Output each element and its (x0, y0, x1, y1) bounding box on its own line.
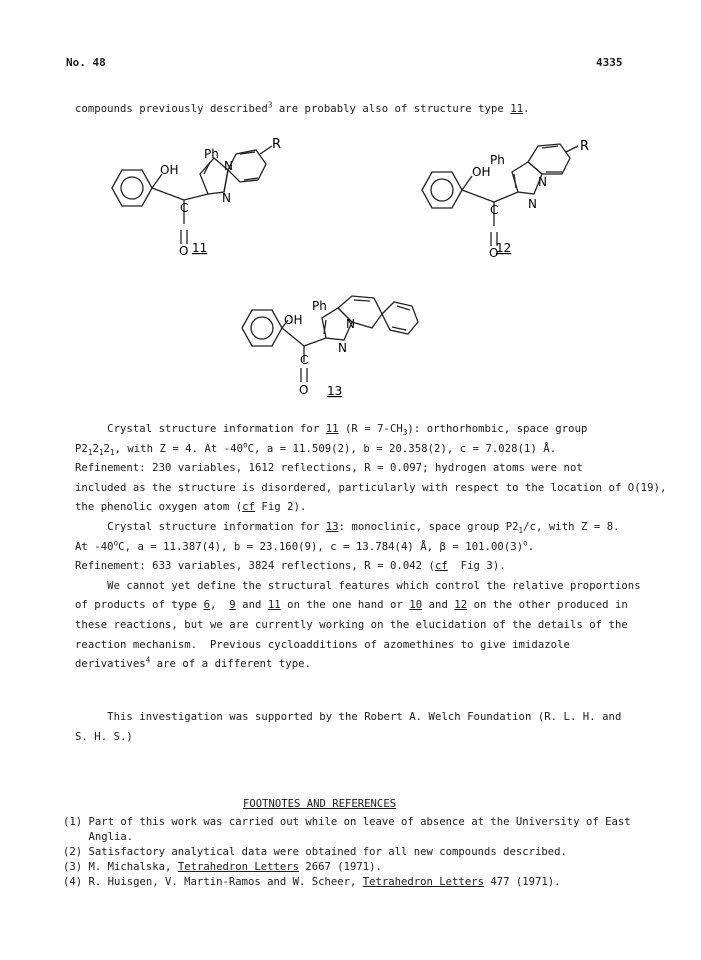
body-text (75, 420, 666, 675)
s12-c: C (490, 203, 499, 217)
text: and (422, 599, 455, 612)
intro-compound-number: 11 (510, 103, 524, 115)
s13-n2: N (338, 341, 347, 355)
s13-label: 13 (327, 384, 343, 398)
text: and (235, 599, 268, 612)
superscript: o (113, 538, 119, 548)
ack-line-1: This investigation was supported by the Robert A. Welch Foundation (R. L. H. and (75, 711, 622, 723)
s13-o: O (299, 383, 309, 397)
text: 477 (1971). (483, 876, 561, 888)
acknowledgement (75, 708, 621, 747)
text: 2667 (1971). (299, 861, 382, 873)
footnote-1a: (1) Part of this work was carried out while on leave of absence at the University of East (63, 816, 631, 828)
compound-ref: 12 (454, 599, 468, 612)
text: of products of type (75, 599, 204, 612)
text: (4) R. Huisgen, V. Martin-Ramos and W. Scheer, (63, 876, 363, 888)
body-line-2 (75, 440, 666, 460)
text: At -40 (75, 540, 114, 553)
compound-ref: 10 (409, 599, 423, 612)
page-header-left: No. 48 (66, 56, 106, 69)
intro-line (75, 100, 530, 120)
s13-oh: OH (284, 313, 303, 327)
compound-ref: 11 (325, 423, 339, 435)
s13-c: C (300, 353, 309, 367)
s12-oh: OH (472, 165, 491, 179)
body-line-6 (75, 518, 666, 538)
body-line-8 (75, 557, 666, 577)
s13-n1: N (346, 317, 355, 331)
footnotes-list (63, 815, 631, 890)
text: Crystal structure information for (75, 520, 326, 533)
text: derivatives (75, 658, 146, 671)
text: P2 (75, 442, 88, 455)
s12-n1: N (538, 175, 547, 189)
structure-12-diagram (410, 130, 610, 260)
text: , with Z = 4. At -40 (114, 442, 244, 455)
compound-ref: 9 (229, 599, 236, 612)
footnote-2: (2) Satisfactory analytical data were obtained for all new compounds described. (63, 846, 567, 858)
page-number: 4335 (596, 56, 623, 69)
journal-name: Tetrahedron Letters (362, 876, 484, 888)
text: 2 (103, 442, 110, 455)
text: /c, with Z = 8. (523, 520, 620, 533)
cf-ref: cf (434, 560, 448, 573)
body-line-9: We cannot yet define the structural features which control the relative proportions (75, 579, 641, 592)
s12-label: 12 (496, 241, 512, 255)
body-line-5 (75, 498, 666, 518)
subscript: 3 (402, 428, 408, 438)
text: are of a different type. (150, 658, 311, 671)
body-line-1 (75, 420, 666, 440)
text: Fig 2). (255, 501, 307, 514)
text: 2 (92, 442, 99, 455)
body-line-13 (75, 655, 666, 675)
text: . (527, 540, 535, 553)
s11-ph: Ph (204, 147, 219, 161)
superscript: o (523, 538, 528, 548)
subscript: 1 (109, 447, 115, 457)
body-line-7 (75, 538, 666, 558)
intro-text-middle: are probably also of structure type (272, 103, 511, 115)
body-line-10 (75, 596, 666, 616)
text: on the other produced in (467, 599, 628, 612)
s11-r: R (272, 137, 282, 152)
text: , (210, 599, 230, 612)
cf-ref: cf (242, 501, 255, 514)
text: (3) M. Michalska, (63, 861, 178, 873)
text: : monoclinic, space group P2 (338, 520, 519, 533)
text: C, a = 11.509(2), b = 20.358(2), c = 7.028(1) Å. (247, 442, 557, 455)
intro-end: . (523, 103, 530, 115)
structure-13-diagram (230, 288, 450, 418)
structure-11-diagram (100, 130, 290, 260)
s12-r: R (580, 139, 590, 154)
intro-reference: 3 (267, 100, 273, 110)
body-line-11: these reactions, but we are currently working on the elucidation of the details of the (75, 618, 628, 631)
s11-oh: OH (160, 163, 179, 177)
text: (R = 7-CH (338, 423, 403, 435)
subscript: 1 (98, 447, 104, 457)
footnote-4 (63, 875, 631, 890)
s12-n2: N (528, 197, 537, 211)
superscript: o (243, 440, 248, 450)
superscript: 4 (145, 655, 151, 665)
s11-c: C (180, 201, 189, 215)
text: C, a = 11.387(4), b = 23.160(9), c = 13.784(4) Å, β = 101.00(3) (118, 540, 524, 553)
s12-ph: Ph (490, 153, 505, 167)
compound-ref: 13 (325, 520, 339, 533)
s11-o: O (179, 244, 189, 258)
journal-name: Tetrahedron Letters (177, 861, 299, 873)
compound-ref: 6 (203, 599, 210, 612)
s11-n1: N (224, 159, 233, 173)
footnote-1b: Anglia. (63, 831, 134, 843)
text: on the one hand or (280, 599, 410, 612)
text: Fig 3). (447, 560, 506, 573)
s13-ph: Ph (312, 299, 327, 313)
text: ): orthorhombic, space group (407, 423, 588, 435)
subscript: 1 (87, 447, 93, 457)
footnote-3 (63, 860, 631, 875)
footnotes-title: FOOTNOTES AND REFERENCES (243, 798, 397, 810)
body-line-12: reaction mechanism. Previous cycloadditions of azomethines to give imidazole (75, 638, 570, 651)
text: the phenolic oxygen atom ( (75, 501, 243, 514)
intro-text-before: compounds previously described (75, 103, 268, 115)
s11-n2: N (222, 191, 231, 205)
subscript: 1 (518, 526, 524, 536)
text: Crystal structure information for (75, 423, 326, 435)
body-line-4: included as the structure is disordered, particularly with respect to the location of O(19), (75, 481, 667, 494)
text: Refinement: 633 variables, 3824 reflections, R = 0.042 ( (75, 560, 435, 573)
compound-ref: 11 (267, 599, 281, 612)
s12-o: O (489, 246, 499, 260)
ack-line-2: S. H. S.) (75, 730, 133, 743)
s11-label: 11 (192, 241, 208, 255)
body-line-3: Refinement: 230 variables, 1612 reflections, R = 0.097; hydrogen atoms were not (75, 462, 583, 475)
